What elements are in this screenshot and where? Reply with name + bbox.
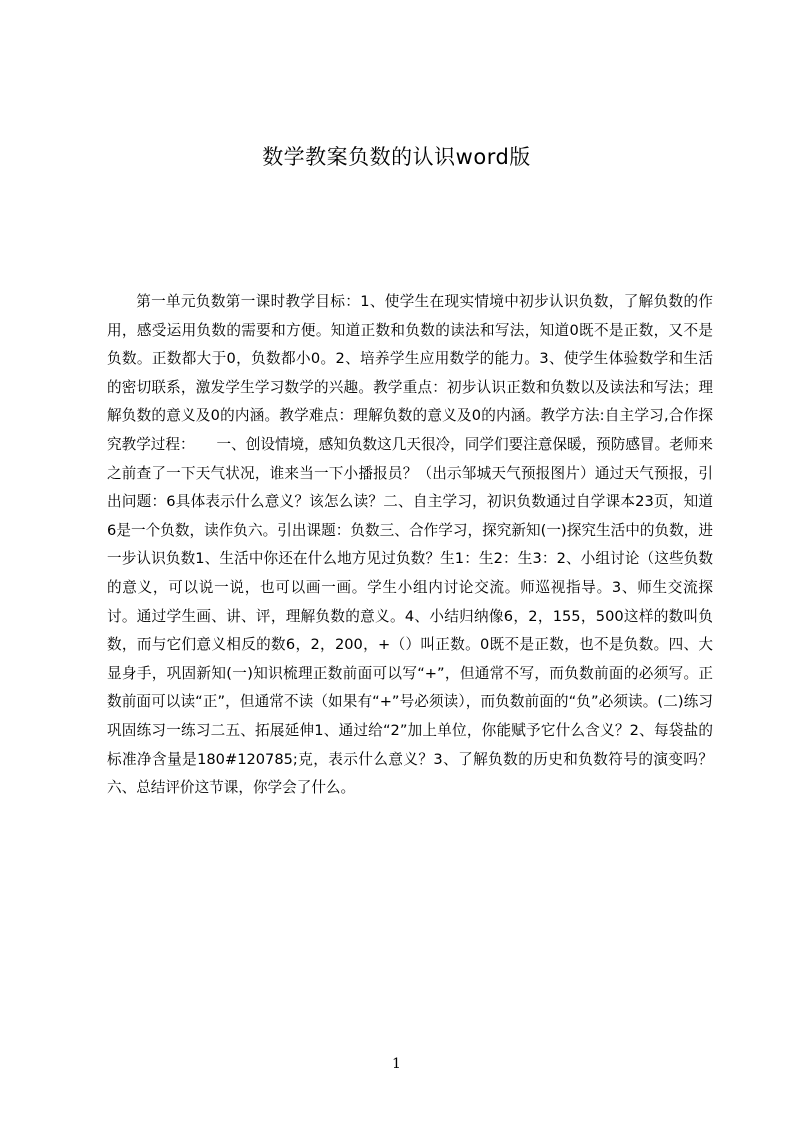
page-number: 1: [392, 1056, 401, 1072]
document-title: 数学教案负数的认识word版: [262, 145, 531, 169]
document-body-paragraph: 第一单元负数第一课时教学目标：1、使学生在现实情境中初步认识负数，了解负数的作用，感受运用负数的需要和方便。知道正数和负数的读法和写法，知道0既不是正数，又不是负数。正数都大于0，负数都小0。2、培养学生应用数学的能力。3、使学生体验数学和生活的密切联系，激发学生学习数学的兴趣。教学重点：初步认识正数和负数以及读法和写法；理解负数的意义及0的内涵。教学难点：理解负数的意义及0的内涵。教学方法:自主学习,合作探究教学过程： 一、创设情境，感知负数这几天很冷，同学们要注意保暖，预防感冒。老师来之前查了一下天气状况，谁来当一下小播报员？（出示邹城天气预报图片）通过天气预报，引出问题：6具体表示什么意义？该怎么读？二、自主学习，初识负数通过自学课本23页，知道6是一个负数，读作负六。引出课题：负数三、合作学习，探究新知(一)探究生活中的负数，进一步认识负数1、生活中你还在什么地方见过负数？生1：生2：生3：2、小组讨论（这些负数的意义，可以说一说，也可以画一画。学生小组内讨论交流。师巡视指导。3、师生交流探讨。通过学生画、讲、评，理解负数的意义。4、小结归纳像6，2，155，500这样的数叫负数，而与它们意义相反的数6，2，200，+（）叫正数。0既不是正数，也不是负数。四、大显身手，巩固新知(一)知识梳理正数前面可以写“+”，但通常不写，而负数前面的必须写。正数前面可以读“正”，但通常不读（如果有“+”号必须读），而负数前面的“负”必须读。(二)练习巩固练习一练习二五、拓展延伸1、通过给“2”加上单位，你能赋予它什么含义？2、每袋盐的标准净含量是180#120785;克，表示什么意义？3、了解负数的历史和负数符号的演变吗？六、总结评价这节课，你学会了什么。: [107, 293, 713, 797]
